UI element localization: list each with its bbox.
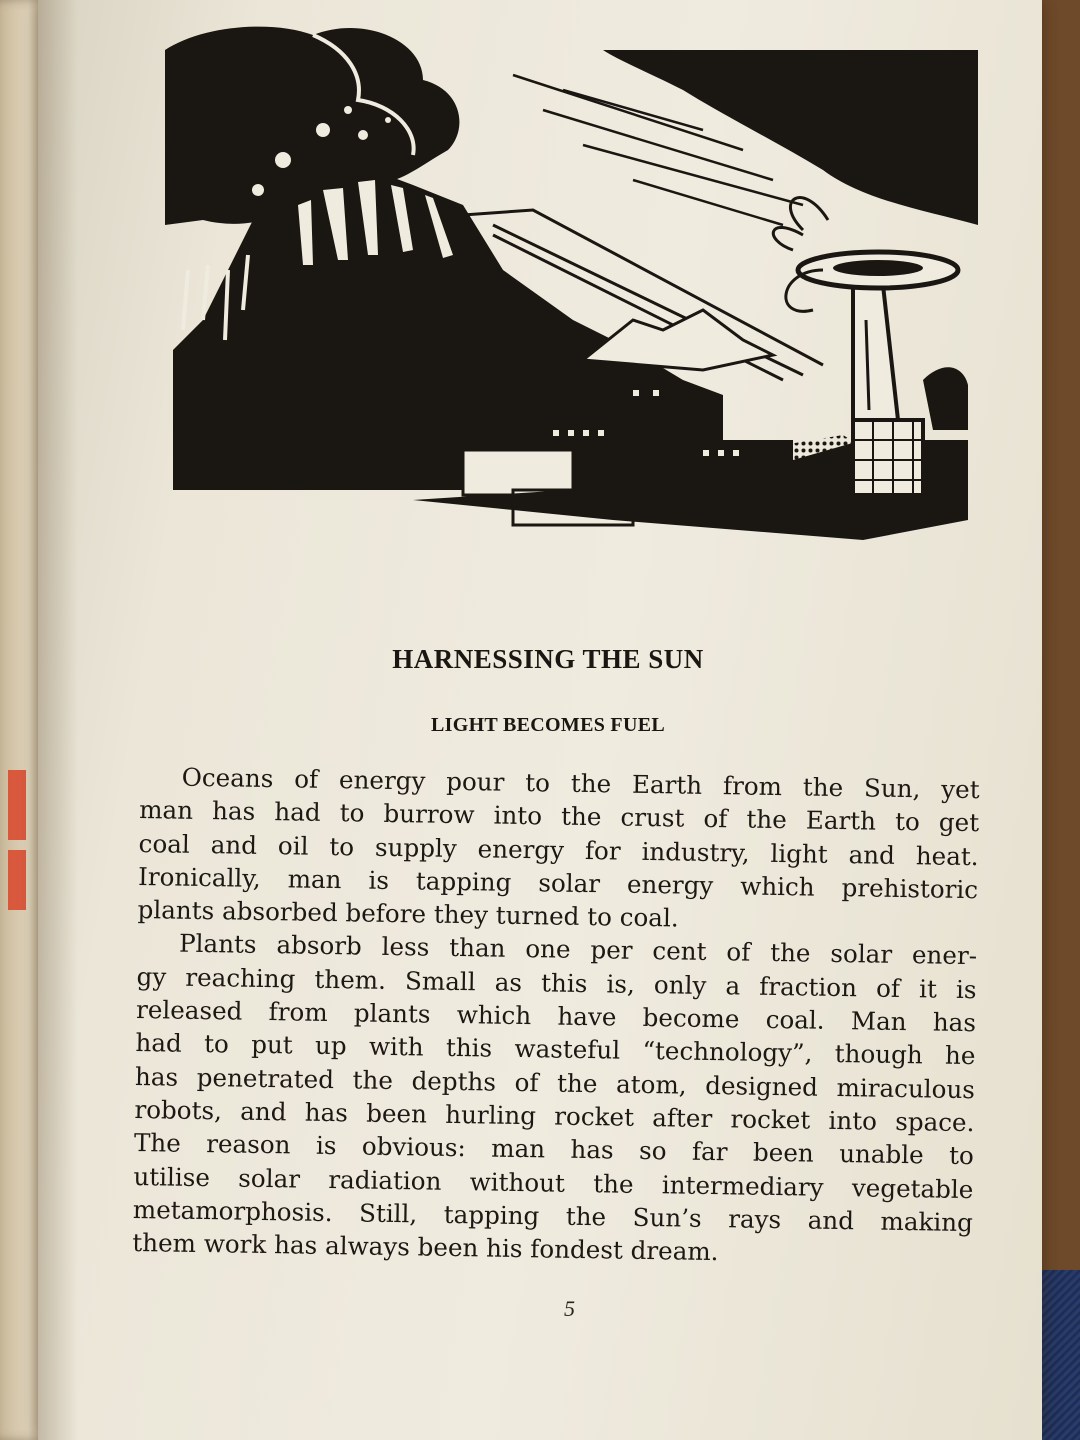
ember <box>275 152 291 168</box>
text-line: released from plants which have become coal. Man has <box>135 995 977 1038</box>
text-line: Plants absorb less than one per cent of the solar ener- <box>178 929 978 971</box>
storm-cloud <box>603 50 978 225</box>
text-line: gy reaching them. Small as this is, only a fraction of it is <box>136 961 977 1004</box>
page-title: HARNESSING THE SUN <box>392 644 704 674</box>
text-line: has penetrated the depths of the atom, designed miraculous <box>134 1061 976 1104</box>
book-page <box>38 0 1042 1440</box>
solar-collector <box>773 198 828 312</box>
text-line: The reason is obvious: man has so far been unable to <box>133 1128 975 1171</box>
shrubs <box>923 367 968 430</box>
cover-edge-marking <box>8 770 26 840</box>
ember <box>344 106 352 114</box>
text-line: man has had to burrow into the crust of the Earth to get <box>138 795 980 838</box>
ember <box>358 130 368 140</box>
volcano-solar-station-illustration <box>163 20 978 545</box>
text-line: coal and oil to supply energy for industry, light and heat. <box>138 828 979 871</box>
page-gutter-shadow <box>38 0 78 1440</box>
page-number: 5 <box>564 1296 575 1321</box>
text-line: Ironically, man is tapping solar energy which prehistoric <box>137 861 979 905</box>
text-line: Oceans of energy pour to the Earth from the Sun, yet <box>181 762 980 805</box>
cover-edge-marking <box>8 850 26 910</box>
distant-mountain <box>583 310 773 370</box>
ember <box>316 123 330 137</box>
body-text <box>132 760 980 1273</box>
text-line: utilise solar radiation without the intermediary vegetable <box>133 1161 974 1204</box>
section-subtitle: LIGHT BECOMES FUEL <box>431 714 665 736</box>
text-line: metamorphosis. Still, tapping the Sun’s rays and making <box>132 1194 974 1237</box>
text-line: had to put up with this wasteful “technology”, though he <box>135 1028 976 1071</box>
text-line: plants absorbed before they turned to coal. <box>137 895 679 933</box>
ember <box>252 184 264 196</box>
text-line: them work has always been his fondest dream. <box>132 1228 719 1267</box>
text-line: robots, and has been hurling rocket after rocket into space. <box>134 1094 975 1138</box>
ember <box>385 117 391 123</box>
